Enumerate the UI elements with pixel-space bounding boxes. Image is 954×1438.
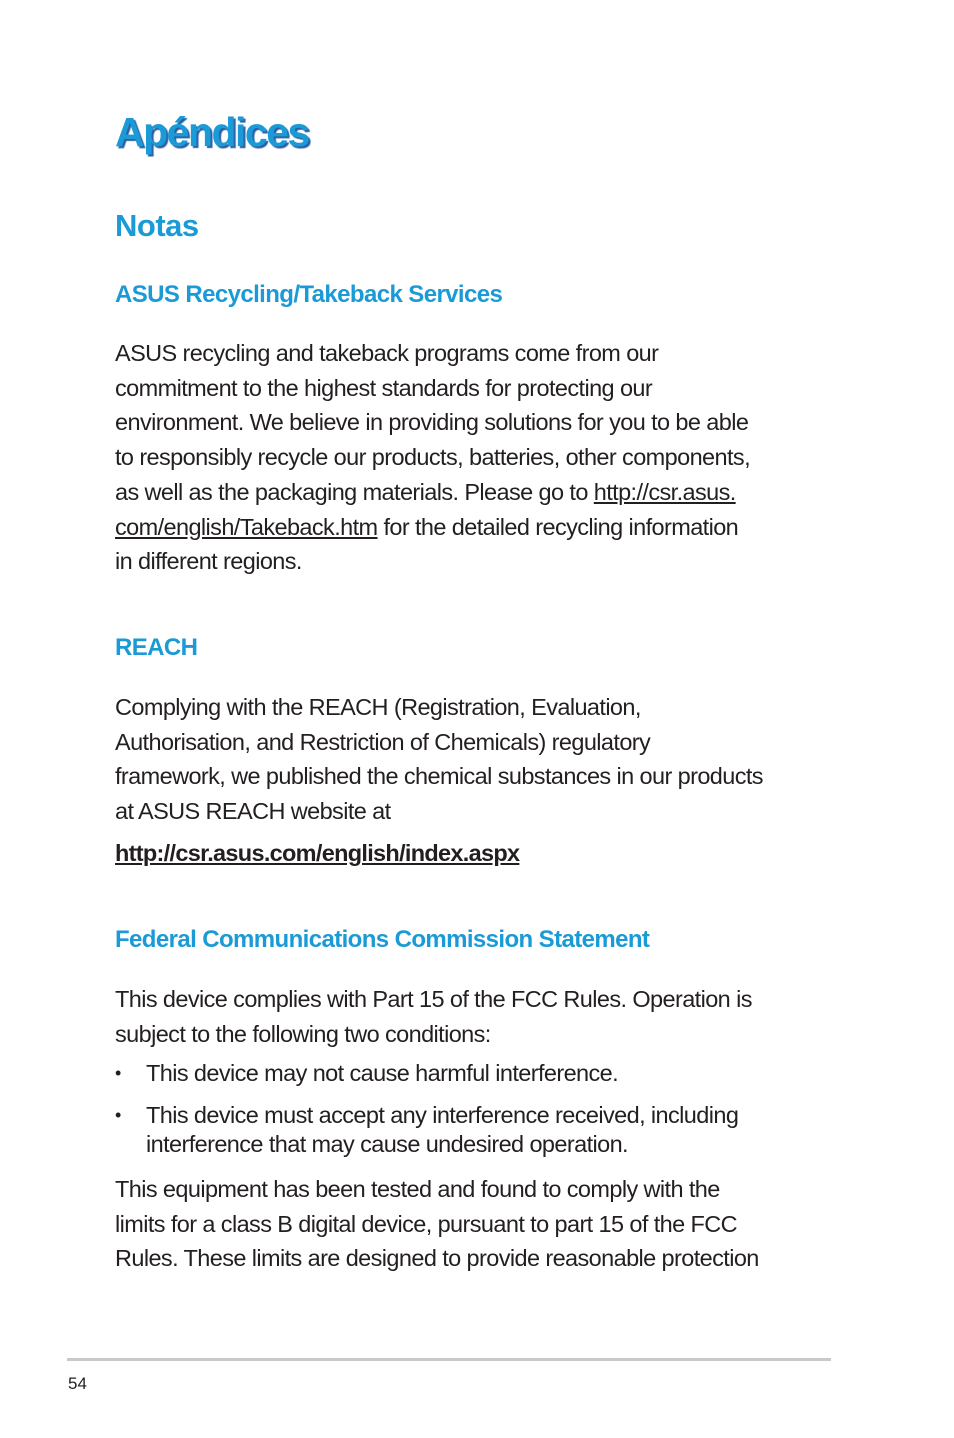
text-line: interference that may cause undesired operation. — [146, 1131, 628, 1157]
text-line: This device must accept any interference received, including — [146, 1102, 739, 1128]
text-line: framework, we published the chemical substances in our products — [115, 763, 763, 790]
text-line: This device complies with Part 15 of the FCC Rules. Operation is — [115, 986, 752, 1012]
recycling-heading: ASUS Recycling/Takeback Services — [115, 281, 503, 308]
text-segment: as well as the packaging materials. Please go to — [115, 478, 594, 505]
list-item — [115, 1101, 835, 1159]
text-segment: for the detailed recycling information — [377, 513, 739, 540]
reach-heading: REACH — [115, 634, 198, 661]
fcc-body-paragraph — [115, 1172, 835, 1276]
text-line: Authorisation, and Restriction of Chemicals) regulatory — [115, 728, 651, 755]
footer-divider — [67, 1358, 831, 1361]
fcc-intro-paragraph — [115, 982, 835, 1051]
list-item — [115, 1059, 835, 1088]
reach-paragraph — [115, 690, 835, 829]
text-line: limits for a class B digital device, pursuant to part 15 of the FCC — [115, 1210, 738, 1237]
text-line — [115, 475, 835, 510]
text-line: to responsibly recycle our products, batteries, other components, — [115, 444, 751, 471]
text-line: This equipment has been tested and found to comply with the — [115, 1176, 720, 1202]
text-line — [115, 510, 835, 545]
fcc-conditions-list — [115, 1059, 835, 1159]
takeback-link-part2[interactable]: com/english/Takeback.htm — [115, 513, 378, 540]
text-line: in different regions. — [115, 548, 302, 575]
text-line: ASUS recycling and takeback programs come from our — [115, 340, 659, 366]
bullet-icon: • — [115, 1105, 121, 1125]
text-line: commitment to the highest standards for protecting our — [115, 374, 653, 401]
recycling-paragraph — [115, 336, 835, 579]
text-line: subject to the following two conditions: — [115, 1020, 491, 1047]
section-title: Notas — [115, 208, 199, 243]
reach-link[interactable]: http://csr.asus.com/english/index.aspx — [115, 840, 520, 866]
takeback-link-part1[interactable]: http://csr.asus. — [593, 478, 736, 505]
text-line: at ASUS REACH website at — [115, 798, 391, 825]
bullet-icon: • — [115, 1063, 121, 1083]
text-line: Complying with the REACH (Registration, Evaluation, — [115, 694, 641, 720]
fcc-heading: Federal Communications Commission Statement — [115, 926, 650, 953]
text-line: environment. We believe in providing solutions for you to be able — [115, 409, 749, 436]
text-line: This device may not cause harmful interference. — [146, 1060, 619, 1086]
page-number: 54 — [68, 1374, 87, 1393]
chapter-title: Apéndices — [115, 109, 309, 155]
text-line: Rules. These limits are designed to provide reasonable protection — [115, 1245, 759, 1272]
